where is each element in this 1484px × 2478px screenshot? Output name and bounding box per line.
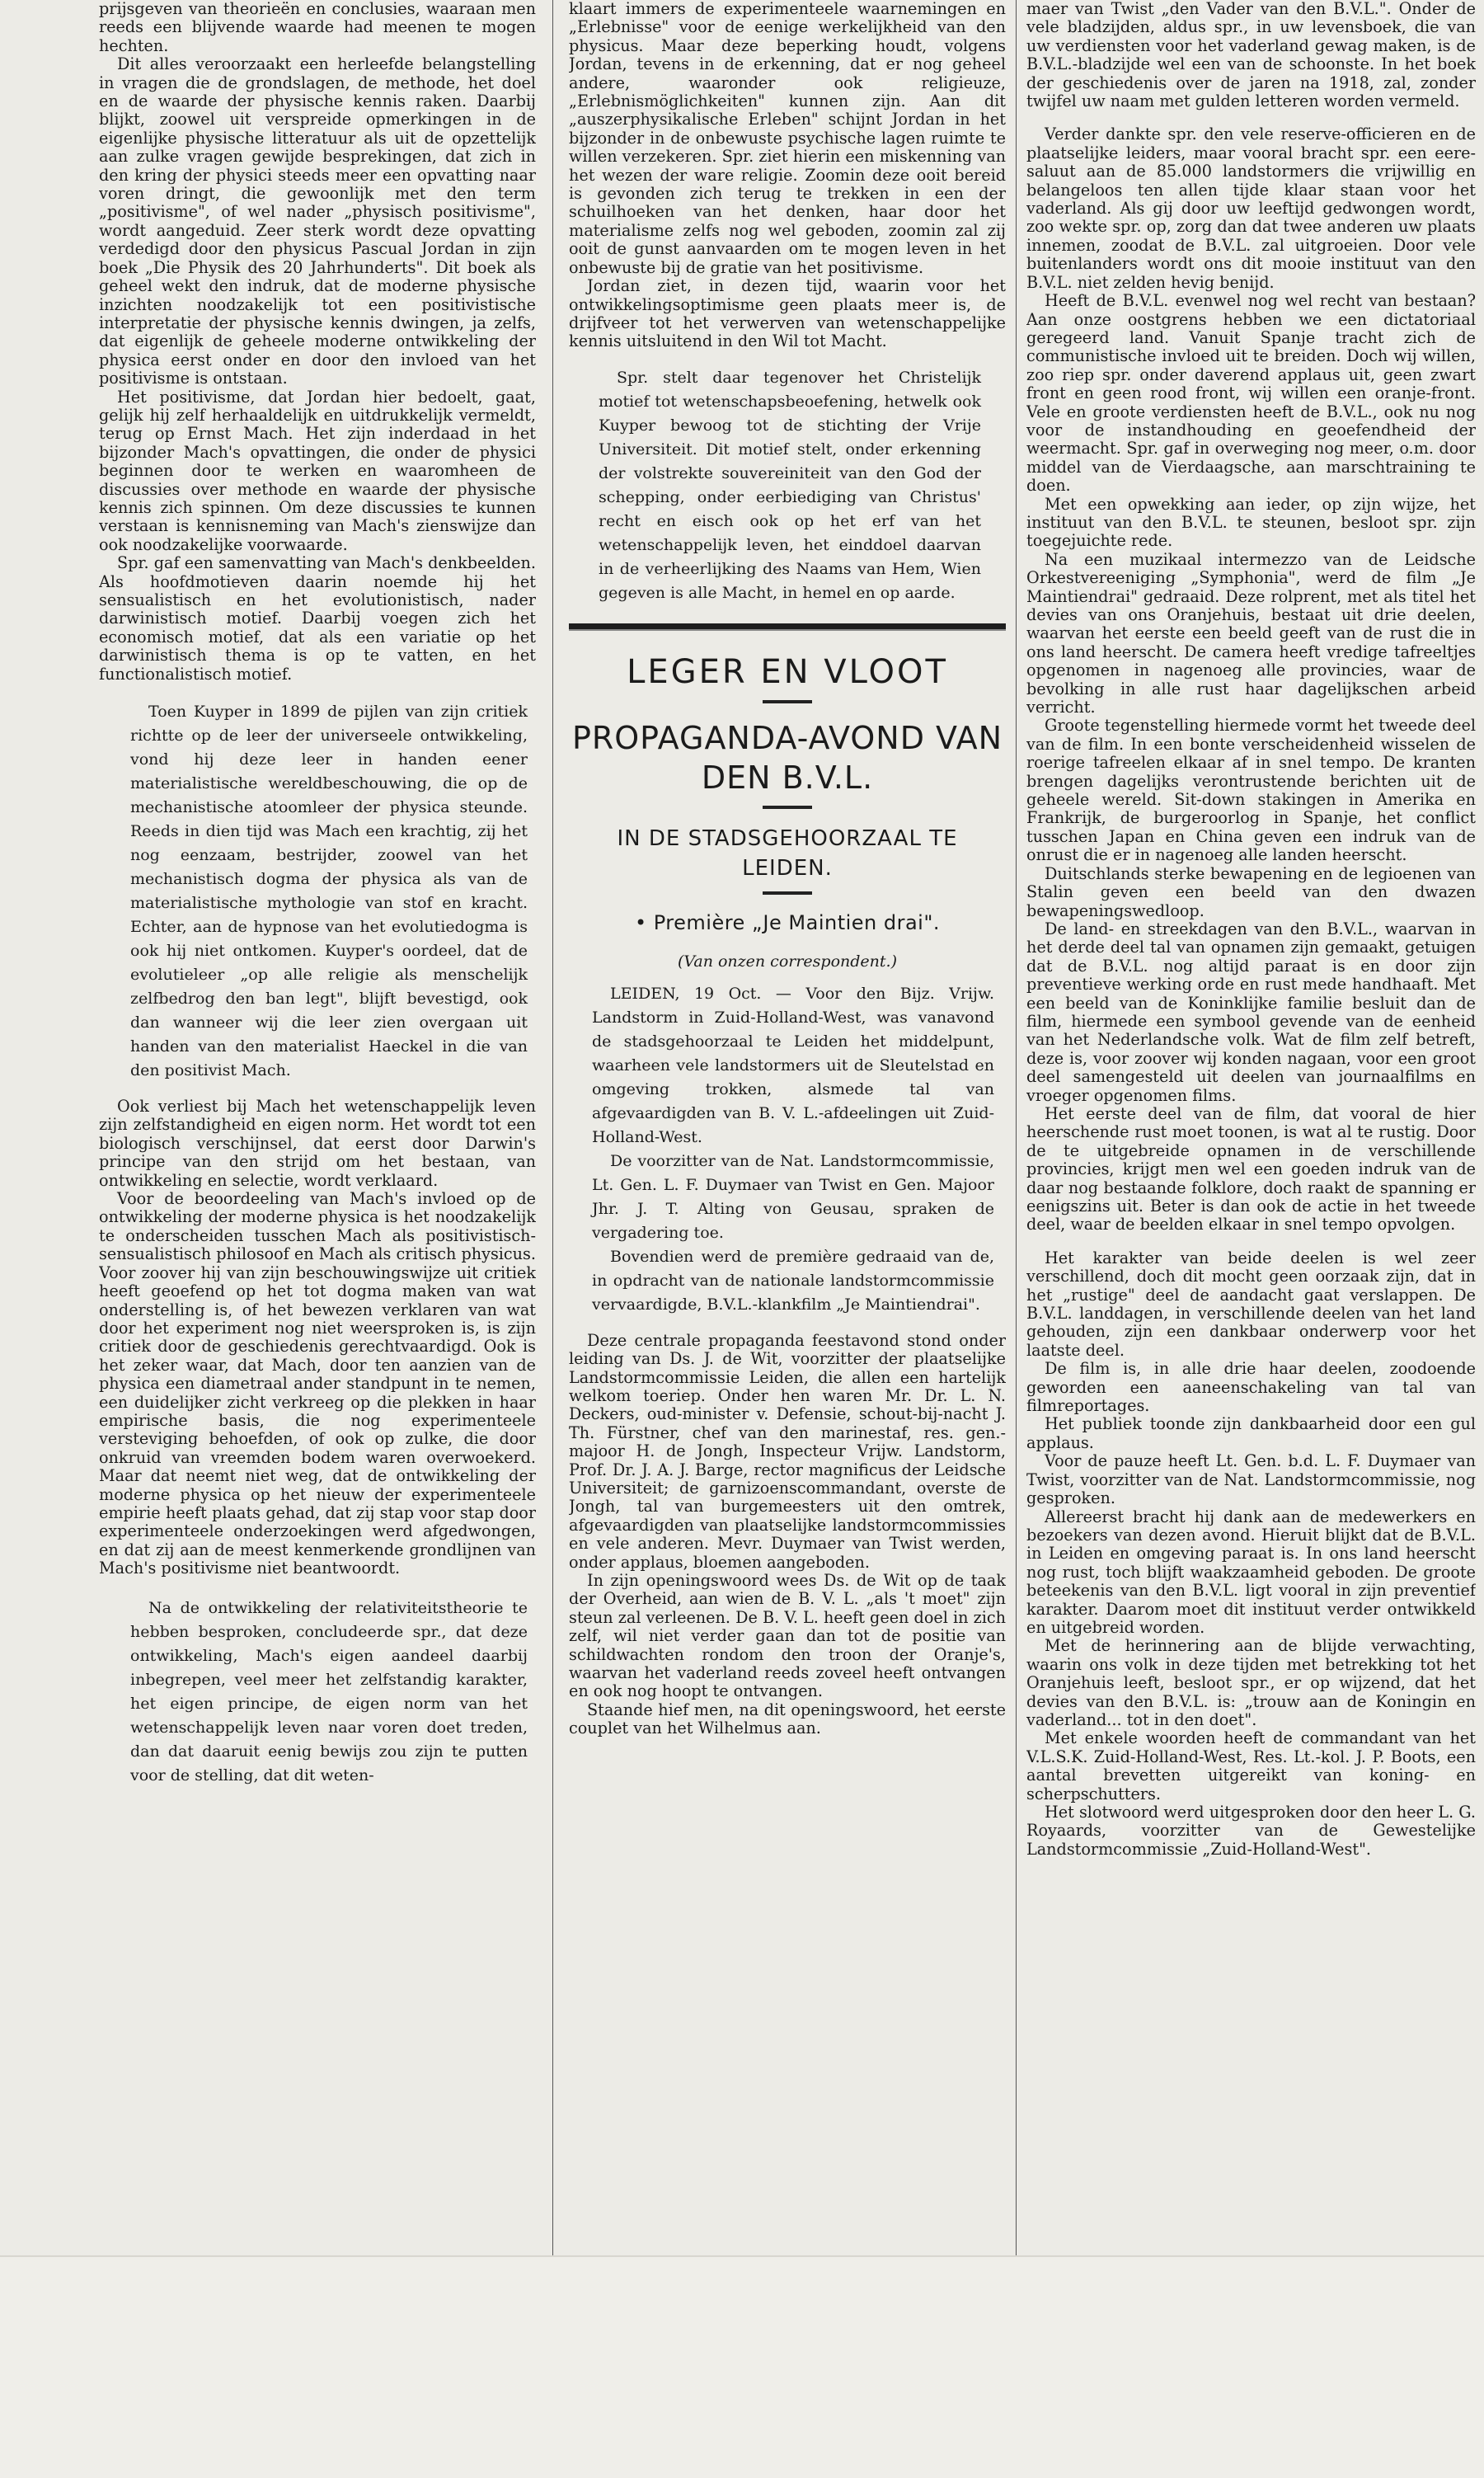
page-fold-line	[0, 2255, 1484, 2257]
column-right	[1026, 0, 1476, 2255]
paragraph: Het karakter van beide deelen is wel zeer verschillend, doch dit mocht geen oorzaak zijn, dat in het „rustige" deel de aandacht gaat verslappen. De B.V.L. landdagen, in verschillende deelen van het land gehouden, zijn een dankbaar onderwerp voor het laatste deel.	[1026, 1248, 1476, 1360]
paragraph: maer van Twist „den Vader van den B.V.L.". Onder de vele bladzijden, aldus spr., in uw levensboek, die van uw verdiensten voor het vaderland gewag maken, is de B.V.L.-bladzijde wel een van de schoonste. In het boek der geschiedenis over de jaren na 1918, zal, zonder twijfel uw naam met gulden letteren worden vermeld.	[1026, 0, 1476, 111]
paragraph: Duitschlands sterke bewapening en de legioenen van Stalin geven een beeld van den dwazen bewapeningswedloop.	[1026, 863, 1476, 920]
paragraph: Na de ontwikkeling der relativiteitstheorie te hebben besproken, concludeerde spr., dat deze ontwikkeling, Mach's eigen aandeel daarbij inbegrepen, veel meer het zelfstandig karakter, het eigen principe, de eigen norm van het wetenschappelijk leven naar voren doet treden, dan dat daaruit eenig bewijs zou zijn te putten voor de stelling, dat dit weten-	[130, 1598, 528, 1784]
paragraph: Groote tegenstelling hiermede vormt het tweede deel van de film. In een bonte verscheidenheid wisselen de roerige tafreelen elkaar af in snel tempo. De kranten brengen dagelijks verontrustende berichten uit de geheele wereld. Sit-down stakingen in Amerika en Frankrijk, de burgeroorlog in Spanje, het conflict tusschen Japan en China geven een indruk van de onrust die er in nagenoeg alle landen heerscht.	[1026, 716, 1476, 865]
paragraph: Allereerst bracht hij dank aan de medewerkers en bezoekers van dezen avond. Hieruit blijkt dat de B.V.L. in Leiden en omgeving paraat is. In ons land heerscht nog rust, toch blijft waakzaamheid geboden. De groote beteekenis van den B.V.L. ligt vooral in zijn preventief karakter. Daarom moet dit instituut verder ontwikkeld en uitgebreid worden.	[1026, 1507, 1476, 1637]
paragraph: Voor de beoordeeling van Mach's invloed op de ontwikkeling der moderne physica is het noodzakelijk te onderscheiden tusschen Mach als positivistisch-sensualistisch philosoof en Mach als critisch physicus. Voor zoover hij van zijn beschouwingswijze uit critiek heeft geoefend op het tot dogma maken van wat onderstelling is, of het bewezen verklaren van wat door het experiment nog niet weersproken is, is zijn critiek door de geschiedenis gerechtvaardigd. Ook is het zeker waar, dat Mach, door ten aanzien van de physica een diametraal ander standpunt in te nemen, een duidelijker zicht verkreeg op die plekken in haar empirische basis, die nog experimenteele versteviging behoefden, of ook op zulke, die door onkruid van vreemden bodem waren overwoekerd. Maar dat neemt niet weg, dat de ontwikkeling der moderne physica op het nieuw der experimenteele empirie heeft plaats gehad, dat zij stap voor stap door experimenteele onderzoekingen werd afgedwongen, en dat zij aan de meest kenmerkende grondlijnen van Mach's positivisme niet beantwoordt.	[99, 1189, 536, 1578]
column-left	[99, 0, 536, 2255]
paragraph: LEIDEN, 19 Oct. — Voor den Bijz. Vrijw. Landstorm in Zuid-Holland-West, was vanavond de stadsgehoorzaal te Leiden het middelpunt, waarheen vele landstormers uit de Sleutelstad en omgeving trokken, alsmede tal van afgevaardigden van B. V. L.-afdeelingen uit Zuid-Holland-West.	[592, 984, 994, 1146]
paragraph: In zijn openingswoord wees Ds. de Wit op de taak der Overheid, aan wien de B. V. L. „als 't moet" zijn steun zal verleenen. De B. V. L. heeft geen doel in zich zelf, wil niet verder gaan dan tot de positie van schildwachten rondom den troon der Oranje's, waarvan het vaderland reeds zoveel heeft ontvangen en ook nog hoopt te ontvangen.	[569, 1571, 1006, 1701]
column-rule	[1016, 0, 1017, 2255]
paragraph: Staande hief men, na dit openingswoord, het eerste couplet van het Wilhelmus aan.	[569, 1700, 1006, 1738]
heading-dash	[763, 806, 812, 809]
article-headline: PROPAGANDA-AVOND VAN DEN B.V.L.	[571, 719, 1003, 796]
paragraph: Toen Kuyper in 1899 de pijlen van zijn critiek richtte op de leer der universeele ontwikkeling, vond hij deze leer in handen eener materialistische wereldbeschouwing, die op de mechanistische atoomleer der physica steunde. Reeds in dien tijd was Mach een krachtig, zij het nog eenzaam, bestrijder, zoowel van het mechanistisch dogma der physica als van de materialistische mythologie van stof en kracht. Echter, aan de hypnose van het evolutiedogma is ook hij niet ontkomen. Kuyper's oordeel, dat de evolutieleer „op alle religie als menschelijk zelfbedrog den ban legt", blijft bevestigd, ook dan wanneer wij die leer zien overgaan uit handen van den materialist Haeckel in die van den positivist Mach.	[130, 703, 528, 1080]
narrow-block	[99, 700, 536, 1083]
column-rule	[552, 0, 553, 2255]
paragraph: Voor de pauze heeft Lt. Gen. b.d. L. F. Duymaer van Twist, voorzitter van de Nat. Landstormcommissie, nog gesproken.	[1026, 1451, 1476, 1508]
section-heading: LEGER EN VLOOT	[627, 652, 948, 691]
paragraph: De land- en streekdagen van den B.V.L., waarvan in het derde deel tal van opnamen zijn gemaakt, getuigen dat de B.V.L. nog altijd paraat is en door zijn preventieve werking orde en rust mede handhaaft. Met een beeld van de Koninklijke familie besluit dan de film, hiermede een symbool gevende van de eenheid van het Nederlandsche volk. Wat de film zelf betreft, deze is, voor zoover wij konden nagaan, voor een groot deel samengesteld uit deelen van journaalfilms en vroeger opgenomen films.	[1026, 919, 1476, 1105]
paragraph: Met enkele woorden heeft de commandant van het V.L.S.K. Zuid-Holland-West, Res. Lt.-kol. J. P. Boots, een aantal brevetten uitgereikt van koning- en scherpschutters.	[1026, 1728, 1476, 1803]
paragraph: Jordan ziet, in dezen tijd, waarin voor het ontwikkelingsoptimisme geen plaats meer is, de drijfveer tot het verwerven van wetenschappelijke kennis uitsluitend in den Wil tot Macht.	[569, 276, 1006, 351]
paragraph: Bovendien werd de première gedraaid van de, in opdracht van de nationale landstormcommissie vervaardigde, B.V.L.-klankfilm „Je Maintiendrai".	[592, 1247, 994, 1314]
paragraph: Met een opwekking aan ieder, op zijn wijze, het instituut van den B.V.L. te steunen, besloot spr. zijn toegejuichte rede.	[1026, 494, 1476, 551]
paragraph: Het eerste deel van de film, dat vooral de hier heerschende rust moet toonen, is wat al te rustig. Door de te uitgebreide opnamen in de verschillende provincies, krijgt men wel een goeden indruk van de daar nog bestaande folklore, doch raakt de spanning er eenigszins uit. Beter is dan ook de actie in het tweede deel, waar de beelden elkaar in snel tempo opvolgen.	[1026, 1103, 1476, 1234]
blank-page-margin	[0, 2255, 1484, 2478]
paragraph: Deze centrale propaganda feestavond stond onder leiding van Ds. J. de Wit, voorzitter der plaatselijke Landstormcommissie Leiden, die allen een hartelijk welkom toeriep. Onder hen waren Mr. Dr. L. N. Deckers, oud-minister v. Defensie, schout-bij-nacht J. Th. Fürstner, chef van den marinestaf, res. gen.-majoor H. de Jongh, Inspecteur Vrijw. Landstorm, Prof. Dr. J. A. J. Barge, rector magnificus der Leidsche Universiteit; de garnizoenscommandant, overste de Jongh, tal van burgemeesters uit den omtrek, afgevaardigden van plaatselijke landstormcommissies en vele anderen. Mevr. Duymaer van Twist werden, onder applaus, bloemen aangeboden.	[569, 1330, 1006, 1572]
heading-dash	[763, 891, 812, 895]
paragraph: Met de herinnering aan de blijde verwachting, waarin ons volk in deze tijden met betrekking tot het Oranjehuis leeft, besloot spr., er op wijzend, dat het devies van den B.V.L. is: „trouw aan de Koningin en vaderland... tot in den doet".	[1026, 1636, 1476, 1729]
paragraph: Het slotwoord werd uitgesproken door den heer L. G. Royaards, voorzitter van de Gewestelijke Landstormcommissie „Zuid-Holland-West".	[1026, 1803, 1476, 1859]
paragraph: Het positivisme, dat Jordan hier bedoelt, gaat, gelijk hij zelf herhaaldelijk en uitdrukkelijk vermeldt, terug op Ernst Mach. Het zijn inderdaad in het bijzonder Mach's opvattingen, die onder de physici beginnen door te werken en waaromheen de discussies over methode en waarde der physische kennis zich spinnen. Om deze discussies te kunnen verstaan is kennisneming van Mach's zienswijze dan ook noodzakelijke voorwaarde.	[99, 387, 536, 554]
paragraph: Verder dankte spr. den vele reserve-officieren en de plaatselijke leiders, maar vooral bracht spr. een eere-saluut aan de 85.000 landstormers die vrijwillig en belangeloos ten allen tijde klaar staan voor het vaderland. Als gij door uw leeftijd gedwongen wordt, zoo wekte spr. op, zorg dan dat twee anderen uw plaats innemen, zoodat de B.V.L. zal uitgroeien. Door vele buitenlanders wordt ons dit mooie instituut van den B.V.L. niet zelden hevig benijd.	[1026, 125, 1476, 292]
paragraph: Spr. stelt daar tegenover het Christelijk motief tot wetenschapsbeoefening, hetwelk ook Kuyper bewoog tot de stichting der Vrije Universiteit. Dit motief stelt, onder erkenning der volstrekte souvereiniteit van den God der schepping, onder eerbiediging van Christus' recht en eisch ook op het erf van het wetenschappelijk leven, het einddoel daarvan in de verheerlijking des Naams van Hem, Wien gegeven is alle Macht, in hemel en op aarde.	[599, 368, 981, 602]
quote-block	[569, 366, 1006, 605]
correspondent-line: (Van onzen correspondent.)	[677, 952, 897, 971]
paragraph: prijsgeven van theorieën en conclusies, waaraan men reeds een blijvende waarde had meenen te mogen hechten.	[99, 0, 536, 55]
lead-block	[569, 982, 1006, 1317]
paragraph: klaart immers de experimenteele waarnemingen en „Erlebnisse" voor de eenige werkelijkheid van den physicus. Maar deze beperking houdt, volgens Jordan, tevens in de erkenning, dat er nog geheel andere, waaronder ook religieuze, „Erlebnismöglichkeiten" kunnen zijn. Aan dit „auszerphysikalische Erleben" schijnt Jordan in het bijzonder in de onbewuste psychische lagen ruimte te willen verzekeren. Spr. ziet hierin een miskenning van het wezen der ware religie. Zoomin deze ooit bereid is gevonden zich terug te trekken in een der schuilhoeken van het denken, haar door het materialisme zelfs nog wel geboden, zoomin zal zij ooit de gunst aanvaarden om te mogen leven in het onbewuste bij de gratie van het positivisme.	[569, 0, 1006, 277]
paragraph: De voorzitter van de Nat. Landstormcommissie, Lt. Gen. L. F. Duymaer van Twist en Gen. Majoor Jhr. J. T. Alting von Geusau, spraken de vergadering toe.	[592, 1151, 994, 1242]
paragraph: Dit alles veroorzaakt een herleefde belangstelling in vragen die de grondslagen, de methode, het doel en de waarde der physische kennis raken. Daarbij blijkt, zoowel uit verspreide opmerkingen in de eigenlijke physische litteratuur als uit de opzettelijk aan zulke vragen gewijde besprekingen, dat zich in den kring der physici steeds meer een opvatting naar voren dringt, die gewoonlijk met den term „positivisme", of wel nader „physisch positivisme", wordt aangeduid. Zeer sterk wordt deze opvatting verdedigd door den physicus Pascual Jordan in zijn boek „Die Physik des 20 Jahrhunderts". Dit boek als geheel wekt den indruk, dat de moderne physische inzichten noodzakelijk tot een positivistische interpretatie der physische kennis dwingen, ja zelfs, dat eigenlijk de geheele moderne ontwikkeling der physica eerst onder en door den invloed van het positivisme is ontstaan.	[99, 54, 536, 388]
narrow-block	[99, 1596, 536, 1788]
article-kicker: • Première „Je Maintien drai".	[634, 910, 941, 934]
paragraph: De film is, in alle drie haar deelen, zoodoende geworden een aaneenschakeling van tal van filmreportages.	[1026, 1359, 1476, 1416]
paragraph: Spr. gaf een samenvatting van Mach's denkbeelden. Als hoofdmotieven daarin noemde hij het sensualistisch en het evolutionistisch, nader darwinistisch motief. Daarbij voegen zich het economisch motief, dat als een variatie op het darwinistisch thema is op te vatten, en het functionalistisch motief.	[99, 553, 536, 684]
heading-dash	[763, 700, 812, 703]
paragraph: Na een muzikaal intermezzo van de Leidsche Orkestvereeniging „Symphonia", werd de film „Je Maintiendrai" gedraaid. Deze rolprent, met als titel het devies van ons Oranjehuis, bestaat uit drie deelen, waarvan het eerste een beeld geeft van de rust die in ons land heerscht. De camera heeft vredige tafreeltjes opgenomen in nagenoeg alle provincies, waar de bevolking in alle rust haar dagelijkschen arbeid verricht.	[1026, 549, 1476, 717]
column-middle	[569, 0, 1006, 2255]
paragraph: Het publiek toonde zijn dankbaarheid door een gul applaus.	[1026, 1414, 1476, 1452]
paragraph: Ook verliest bij Mach het wetenschappelijk leven zijn zelfstandigheid en eigen norm. Het wordt tot een biologisch verschijnsel, dat eerst door Darwin's principe van den strijd om het bestaan, van ontwikkeling en selectie, wordt verklaard.	[99, 1097, 536, 1190]
section-separator	[569, 623, 1006, 631]
paragraph: Heeft de B.V.L. evenwel nog wel recht van bestaan? Aan onze oostgrens hebben we een dictatoriaal geregeerd land. Vanuit Spanje tracht zich de communistische invloed uit te breiden. Doch wij willen, zoo riep spr. onder daverend applaus uit, geen zwart front en geen rood front, wij willen een oranje-front. Vele en groote verdiensten heeft de B.V.L., ook nu nog voor de instandhouding en geoefendheid der weermacht. Spr. gaf in overweging nog meer, o.m. door middel van de Vierdaagsche, aan marschtraining te doen.	[1026, 291, 1476, 496]
article-subheadline: IN DE STADSGEHOORZAAL TE LEIDEN.	[617, 825, 958, 881]
